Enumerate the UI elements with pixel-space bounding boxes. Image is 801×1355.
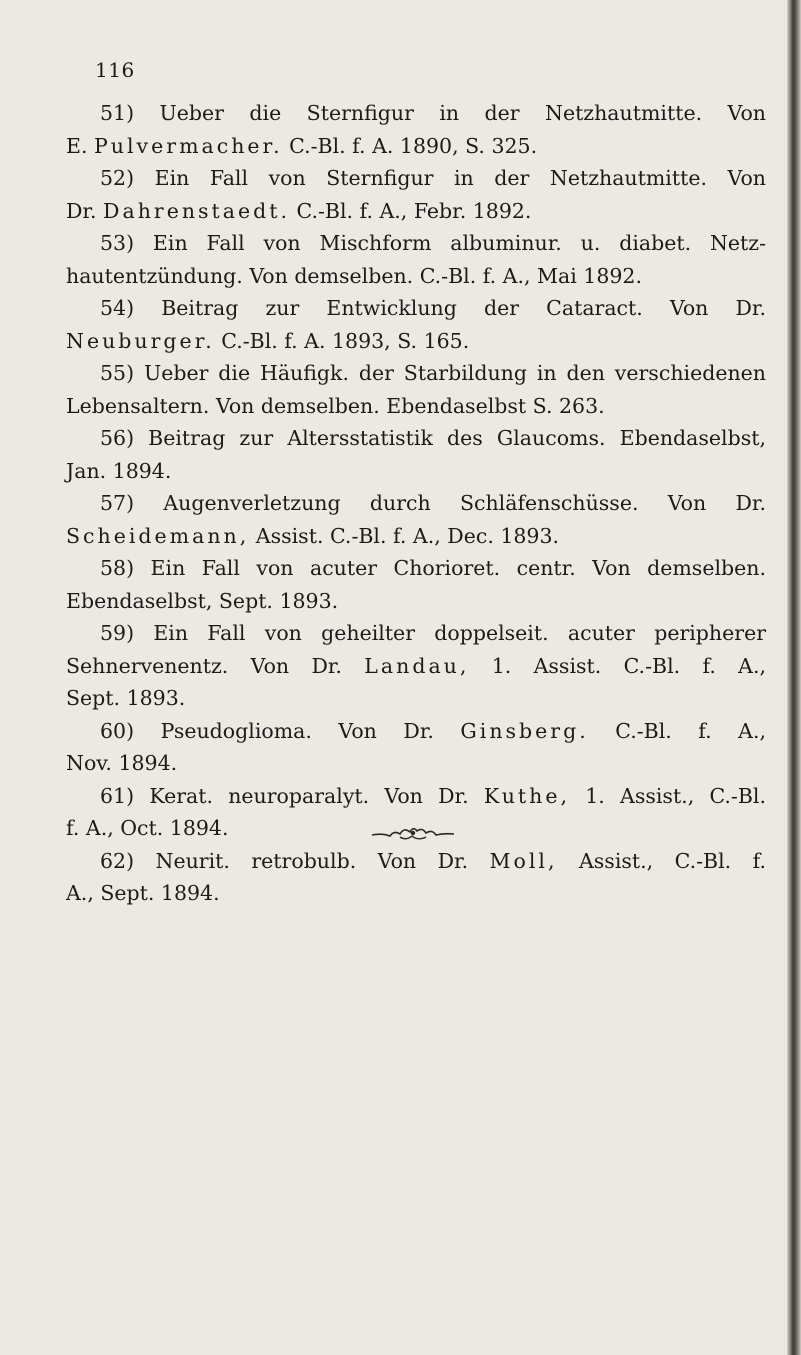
text-segment: 58) Ein Fall von acuter Chorioret. centr. Von demselben.	[100, 556, 766, 580]
author-name: Pulvermacher.	[94, 133, 283, 158]
text-segment: Assist., C.-Bl. f.	[557, 848, 766, 873]
text-segment: Dr.	[66, 198, 104, 223]
author-name: Scheidemann,	[66, 523, 250, 548]
text-line	[66, 617, 766, 650]
text-line	[66, 682, 766, 715]
page-edge-shadow	[787, 0, 801, 1355]
author-name: Neuburger.	[66, 328, 215, 353]
text-line	[66, 650, 766, 683]
text-line	[66, 715, 766, 748]
text-segment: 59) Ein Fall von geheilter doppelseit. acuter peripherer	[100, 621, 766, 645]
bibliography-list	[66, 97, 766, 910]
text-segment: Sept. 1893.	[66, 686, 186, 710]
text-segment: Nov. 1894.	[66, 751, 178, 775]
text-segment: E.	[66, 133, 94, 158]
text-segment: 52) Ein Fall von Sternfigur in der Netzhautmitte. Von	[100, 166, 766, 190]
text-segment: Jan. 1894.	[66, 458, 172, 483]
text-segment: 51) Ueber die Sternfigur in der Netzhautmitte. Von	[100, 101, 766, 125]
text-line	[66, 260, 766, 293]
text-line	[66, 130, 766, 163]
text-line	[66, 845, 766, 878]
text-segment: 57) Augenverletzung durch Schläfenschüsse. Von Dr.	[100, 491, 766, 515]
text-line	[66, 292, 766, 325]
text-segment: C.-Bl. f. A.,	[588, 718, 767, 743]
text-segment: 62) Neurit. retrobulb. Von Dr.	[100, 848, 490, 873]
text-segment: C.-Bl. f. A., Febr. 1892.	[290, 198, 532, 223]
text-segment: 1. Assist., C.-Bl.	[570, 783, 766, 808]
end-ornament-icon	[370, 824, 456, 844]
text-line	[66, 877, 766, 910]
author-name: Moll,	[489, 848, 558, 873]
text-segment: Lebensaltern. Von demselben. Ebendaselbst S. 263.	[66, 393, 605, 418]
text-segment: C.-Bl. f. A. 1893, S. 165.	[214, 328, 470, 353]
text-line	[66, 747, 766, 780]
text-line	[66, 227, 766, 260]
text-segment: f. A., Oct. 1894.	[66, 816, 229, 840]
text-segment: Assist. C.-Bl. f. A., Dec. 1893.	[249, 523, 560, 548]
text-line	[66, 162, 766, 195]
text-segment: 53) Ein Fall von Mischform albuminur. u. diabet. Netz-	[100, 231, 766, 255]
text-line	[66, 552, 766, 585]
text-line	[66, 780, 766, 813]
text-line	[66, 520, 766, 553]
text-line	[66, 390, 766, 423]
text-segment: A., Sept. 1894.	[66, 881, 220, 905]
author-name: Landau,	[364, 653, 470, 678]
text-line	[66, 97, 766, 130]
text-line	[66, 487, 766, 520]
text-line	[66, 585, 766, 618]
text-line	[66, 325, 766, 358]
author-name: Ginsberg.	[460, 718, 589, 743]
text-segment: 55) Ueber die Häufigk. der Starbildung in den verschiedenen	[100, 361, 766, 385]
text-segment: Sehnervenentz. Von Dr.	[66, 653, 365, 678]
text-segment: 61) Kerat. neuroparalyt. Von Dr.	[100, 783, 484, 808]
page-number: 116	[95, 58, 135, 82]
author-name: Kuthe,	[483, 783, 570, 808]
author-name: Dahrenstaedt.	[103, 198, 291, 223]
text-segment: C.-Bl. f. A. 1890, S. 325.	[282, 133, 538, 158]
text-segment: 60) Pseudoglioma. Von Dr.	[100, 718, 461, 743]
text-segment: 56) Beitrag zur Altersstatistik des Glaucoms. Ebendaselbst,	[100, 426, 766, 450]
text-line	[66, 422, 766, 455]
text-segment: Ebendaselbst, Sept. 1893.	[66, 588, 339, 613]
text-line	[66, 455, 766, 488]
text-segment: hautentzündung. Von demselben. C.-Bl. f. A., Mai 1892.	[66, 263, 642, 288]
text-segment: 54) Beitrag zur Entwicklung der Cataract. Von Dr.	[100, 296, 766, 320]
text-line	[66, 357, 766, 390]
text-line	[66, 195, 766, 228]
text-segment: 1. Assist. C.-Bl. f. A.,	[469, 653, 767, 678]
